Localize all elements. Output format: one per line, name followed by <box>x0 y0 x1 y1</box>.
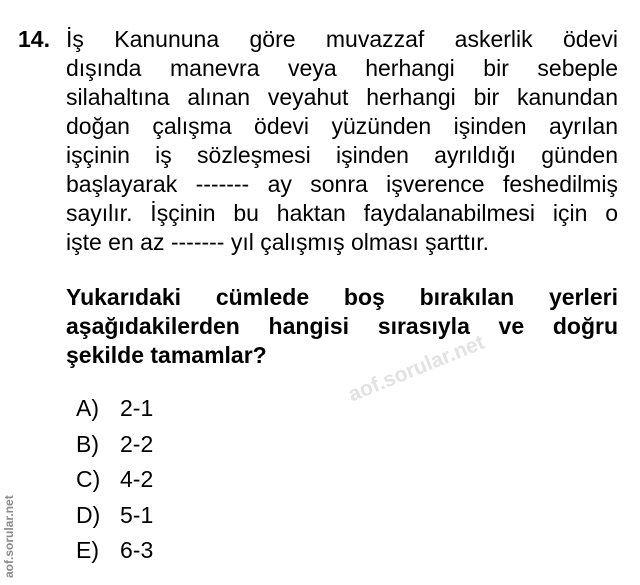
option-letter: D) <box>76 501 101 528</box>
option-value: 2-1 <box>120 395 154 421</box>
watermark-side: aof.sorular.net <box>2 495 16 578</box>
prompt-line: aşağıdakilerden hangisi sırasıyla ve doğru <box>66 313 618 339</box>
option-letter: A) <box>76 395 99 421</box>
stem-line: dışında manevra veya herhangi bir sebeple <box>66 55 618 81</box>
option-value: 2-2 <box>120 430 154 457</box>
stem-line: işte en az ------- yıl çalışmış olması şarttır. <box>66 229 489 255</box>
stem-line: işçinin iş sözleşmesi işinden ayrıldığı günden <box>66 142 618 168</box>
question-number: 14. <box>18 26 50 52</box>
option-letter: C) <box>76 466 101 492</box>
option-e[interactable] <box>76 533 153 569</box>
option-a[interactable] <box>76 391 153 427</box>
option-value: 6-3 <box>120 537 154 563</box>
option-letter: B) <box>76 430 99 457</box>
stem-line: sayılır. İşçinin bu haktan faydalanabilmesi için o <box>66 200 618 226</box>
stem-line: İş Kanununa göre muvazzaf askerlik ödevi <box>66 26 618 52</box>
option-value: 5-1 <box>120 501 154 528</box>
option-d[interactable] <box>76 498 153 534</box>
option-b[interactable] <box>76 427 153 463</box>
option-letter: E) <box>76 537 99 563</box>
option-c[interactable] <box>76 462 153 498</box>
watermark-center: aof.sorular.net <box>345 330 488 407</box>
prompt-line: Yukarıdaki cümlede boş bırakılan yerleri <box>66 284 618 310</box>
stem-line: başlayarak ------- ay sonra işverence feshedilmiş <box>66 171 618 197</box>
question-prompt <box>66 283 618 370</box>
question-stem <box>66 25 618 257</box>
answer-options <box>76 391 153 569</box>
prompt-line: şekilde tamamlar? <box>66 342 267 368</box>
stem-line: doğan çalışma ödevi yüzünden işinden ayrılan <box>66 113 618 139</box>
option-value: 4-2 <box>120 466 154 492</box>
stem-line: silahaltına alınan veyahut herhangi bir kanundan <box>66 84 618 110</box>
